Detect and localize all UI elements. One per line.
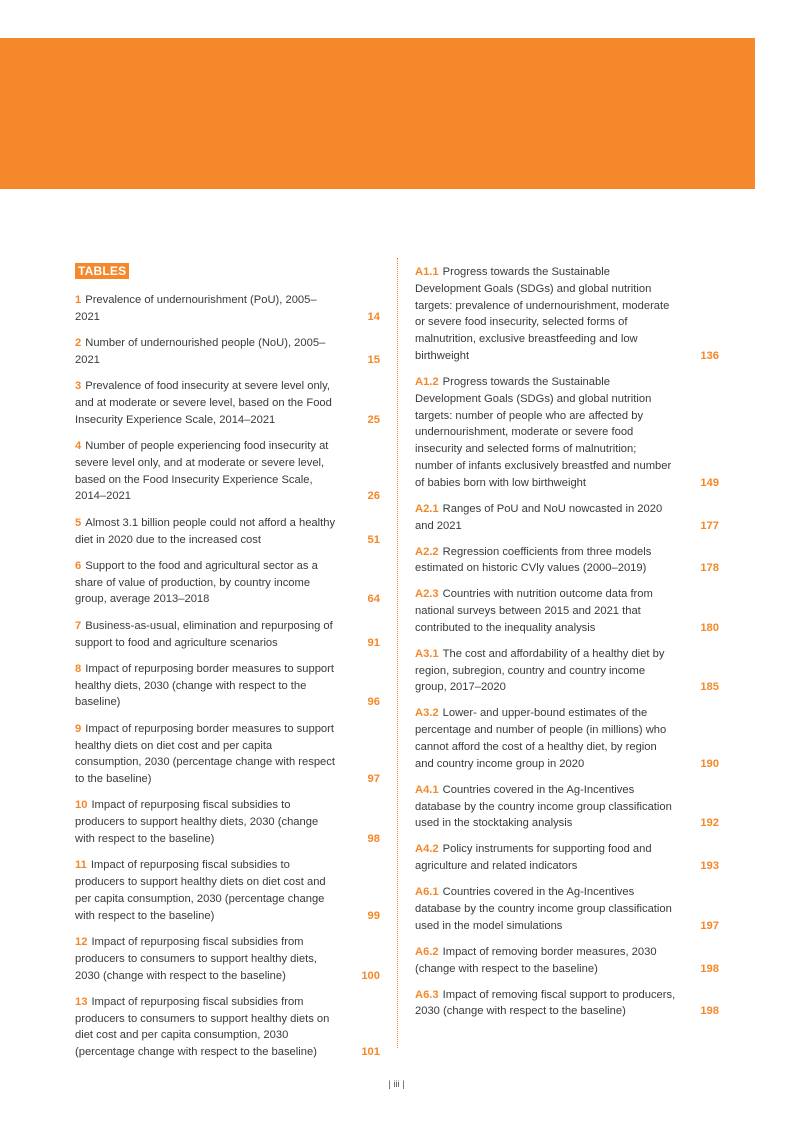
toc-entry-page: 101 [361, 1046, 380, 1059]
toc-entry-number: 6 [75, 559, 82, 572]
toc-entry-number: A4.1 [415, 783, 439, 796]
toc-entry-page: 136 [700, 349, 719, 362]
toc-entry-number: 3 [75, 380, 82, 393]
toc-entry[interactable] [415, 374, 719, 492]
toc-entry-page: 96 [367, 696, 380, 709]
toc-entry-number: A6.1 [415, 886, 439, 899]
toc-entry-title: Policy instruments for supporting food and agriculture and related indicators [415, 843, 652, 873]
toc-entry-number: A1.1 [415, 266, 439, 278]
toc-entry-page: 15 [367, 353, 380, 366]
toc-entry-page: 99 [367, 909, 380, 922]
column-divider [397, 258, 398, 1048]
section-label: TABLES [75, 263, 129, 279]
toc-entry-number: 10 [75, 799, 88, 812]
toc-entry-title: Impact of repurposing fiscal subsidies from producers to consumers to support healthy diets on diet cost and per capita consumption, 2030 (percentage change with respect to the baseline) [75, 995, 330, 1059]
toc-entry-page: 197 [700, 919, 719, 932]
toc-entry-title: Countries with nutrition outcome data from national surveys between 2015 and 2021 that contributed to the inequality analysis [415, 588, 653, 634]
toc-entry-number: 4 [75, 440, 82, 453]
toc-entry-title: Impact of repurposing fiscal subsidies to producers to support healthy diets on diet cost and per capita consumption, 2030 (percentage change with respect to the baseline) [75, 859, 326, 922]
toc-entry-title: Impact of repurposing fiscal subsidies to producers to support healthy diets, 2030 (change with respect to the baseline) [75, 799, 319, 846]
toc-entry[interactable] [75, 661, 380, 711]
toc-entry-number: 2 [75, 337, 82, 350]
toc-entry[interactable] [415, 646, 719, 696]
toc-entry-title: The cost and affordability of a healthy diet by region, subregion, country and country income group, 2017–2020 [415, 647, 665, 694]
toc-entry-page: 100 [361, 969, 380, 982]
toc-entry[interactable] [415, 841, 719, 875]
toc-entry-title: Business-as-usual, elimination and repurposing of support to food and agriculture scenarios [75, 619, 333, 649]
toc-entry-page: 193 [700, 860, 719, 873]
toc-entry-number: A3.1 [415, 647, 439, 660]
toc-entry-title: Number of undernourished people (NoU), 2005–2021 [75, 337, 326, 366]
toc-entry-page: 97 [367, 773, 380, 786]
toc-entry-number: 7 [75, 619, 82, 632]
toc-list-right [415, 264, 719, 1020]
toc-entry-page: 25 [367, 413, 380, 426]
toc-entry[interactable] [415, 705, 719, 772]
toc-entry-page: 26 [367, 490, 380, 503]
toc-entry[interactable] [415, 501, 719, 535]
toc-entry-page: 91 [367, 636, 380, 649]
toc-list-left [75, 292, 380, 1061]
toc-entry-number: A6.2 [415, 945, 439, 958]
toc-entry-page: 178 [700, 562, 719, 575]
toc-entry-page: 190 [700, 757, 719, 770]
toc-right-column [415, 264, 719, 1029]
toc-entry-number: 8 [75, 662, 82, 675]
toc-entry-page: 98 [367, 833, 380, 846]
toc-entry[interactable] [75, 378, 380, 428]
toc-entry-number: 13 [75, 995, 88, 1008]
toc-entry[interactable] [415, 586, 719, 636]
toc-entry-number: 12 [75, 936, 88, 948]
toc-entry-title: Progress towards the Sustainable Development Goals (SDGs) and global nutrition targets: prevalence of undernourishment, moderate or severe food insecurity, selected forms of malnutrition, exclusive breastfeeding and low birthweight [415, 266, 670, 362]
toc-entry-page: 180 [700, 621, 719, 634]
toc-entry[interactable] [75, 721, 380, 788]
toc-entry[interactable] [75, 438, 380, 505]
toc-left-column [75, 262, 380, 1071]
toc-entry-number: A2.1 [415, 502, 439, 515]
toc-entry-title: Countries covered in the Ag-Incentives database by the country income group classification used in the stocktaking analysis [415, 783, 672, 830]
toc-entry[interactable] [415, 987, 719, 1021]
toc-entry[interactable] [75, 558, 380, 608]
toc-entry-title: Almost 3.1 billion people could not afford a healthy diet in 2020 due to the increased cost [75, 516, 336, 546]
toc-entry-title: Regression coefficients from three models estimated on historic CVly values (2000–2019) [415, 545, 652, 575]
toc-entry-number: A4.2 [415, 843, 439, 856]
toc-entry[interactable] [75, 994, 380, 1061]
toc-entry-title: Number of people experiencing food insecurity at severe level only, and at moderate or severe level, based on the Food Insecurity Experience Scale, 2014–2021 [75, 440, 329, 503]
toc-entry-number: A2.3 [415, 588, 439, 601]
toc-entry-title: Countries covered in the Ag-Incentives database by the country income group classification used in the model simulations [415, 886, 672, 932]
toc-entry-page: 198 [700, 1005, 719, 1018]
toc-entry[interactable] [75, 515, 380, 549]
toc-entry-title: Support to the food and agricultural sector as a share of value of production, by country income group, average 2013–2018 [75, 559, 318, 606]
toc-entry-page: 64 [367, 593, 380, 606]
toc-entry-page: 149 [700, 476, 719, 489]
toc-entry-number: 1 [75, 294, 82, 306]
toc-entry-title: Progress towards the Sustainable Development Goals (SDGs) and global nutrition targets: number of people who are affected by undernourishment, moderate or severe food insecurity and selected forms of malnutrition; number of infants exclusively breastfed and number of babies born with low birthweight [415, 375, 672, 489]
toc-entry[interactable] [75, 797, 380, 847]
header-banner [0, 38, 755, 189]
toc-entry[interactable] [415, 544, 719, 578]
toc-entry-title: Impact of repurposing border measures to support healthy diets on diet cost and per capita consumption, 2030 (percentage change with respect to the baseline) [75, 722, 335, 786]
toc-entry-title: Prevalence of undernourishment (PoU), 2005–2021 [75, 294, 317, 323]
toc-entry-title: Prevalence of food insecurity at severe level only, and at moderate or severe level, based on the Food Insecurity Experience Scale, 2014–2021 [75, 380, 332, 426]
toc-entry[interactable] [75, 934, 380, 984]
toc-entry-title: Impact of repurposing border measures to support healthy diets, 2030 (change with respect to the baseline) [75, 662, 334, 709]
toc-entry-page: 14 [367, 310, 380, 323]
toc-entry-title: Lower- and upper-bound estimates of the percentage and number of people (in millions) who cannot afford the cost of a healthy diet, by region and country income group in 2020 [415, 707, 667, 770]
toc-entry-page: 51 [367, 533, 380, 546]
toc-entry[interactable] [75, 857, 380, 924]
toc-entry[interactable] [415, 782, 719, 832]
toc-entry[interactable] [415, 264, 719, 365]
toc-entry-number: 5 [75, 516, 82, 529]
toc-entry-title: Impact of removing fiscal support to producers, 2030 (change with respect to the baseline) [415, 988, 676, 1018]
toc-entry-page: 185 [700, 681, 719, 694]
toc-entry-page: 198 [700, 962, 719, 975]
page-number: | iii | [388, 1079, 405, 1090]
toc-entry[interactable] [415, 884, 719, 934]
toc-entry-number: 11 [75, 859, 87, 872]
toc-entry-page: 177 [700, 519, 719, 532]
toc-entry[interactable] [75, 618, 380, 652]
toc-entry-title: Impact of removing border measures, 2030 (change with respect to the baseline) [415, 945, 657, 975]
toc-entry-number: A3.2 [415, 707, 439, 720]
toc-entry[interactable] [75, 292, 380, 326]
toc-entry-title: Ranges of PoU and NoU nowcasted in 2020 and 2021 [415, 502, 663, 532]
toc-entry-page: 192 [700, 817, 719, 830]
toc-entry[interactable] [75, 335, 380, 369]
toc-entry[interactable] [415, 944, 719, 978]
toc-entry-number: A1.2 [415, 375, 439, 388]
toc-entry-number: A6.3 [415, 988, 439, 1001]
toc-entry-title: Impact of repurposing fiscal subsidies from producers to consumers to support healthy diets, 2030 (change with respect to the baseline) [75, 936, 317, 982]
toc-entry-number: A2.2 [415, 545, 439, 558]
toc-entry-number: 9 [75, 722, 82, 735]
